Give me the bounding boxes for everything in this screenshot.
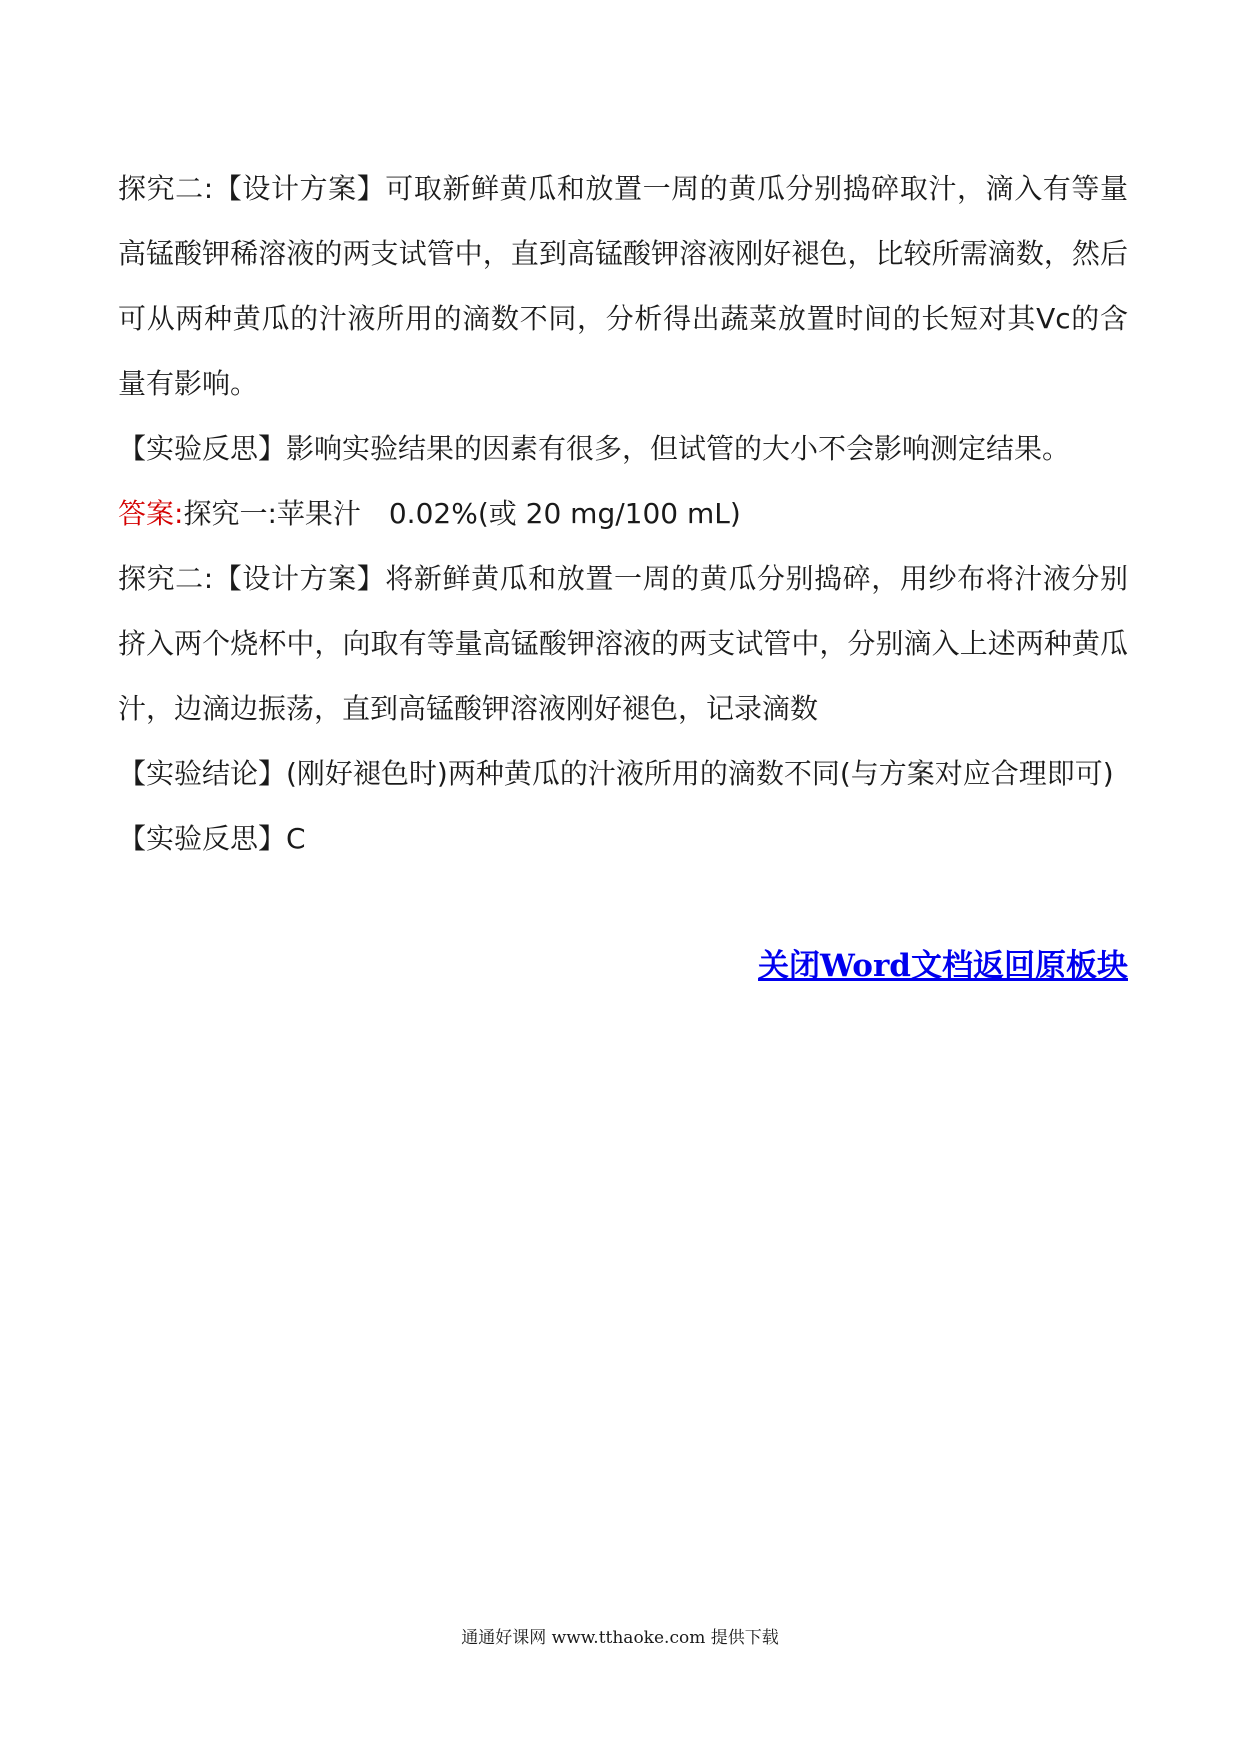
document-body	[118, 156, 1128, 871]
paragraph-reflection-question: 【实验反思】影响实验结果的因素有很多，但试管的大小不会影响测定结果。	[118, 432, 1071, 465]
return-link[interactable]: 关闭Word文档返回原板块	[758, 948, 1128, 984]
answer-conclusion: 【实验结论】(刚好褪色时)两种黄瓜的汁液所用的滴数不同(与方案对应合理即可)	[118, 757, 1114, 790]
paragraph-design-question: 探究二:【设计方案】可取新鲜黄瓜和放置一周的黄瓜分别捣碎取汁，滴入有等量高锰酸钾稀溶液的两支试管中，直到高锰酸钾溶液刚好褪色，比较所需滴数，然后可从两种黄瓜的汁液所用的滴数不同，分析得出蔬菜放置时间的长短对其Vc的含量有影响。	[118, 172, 1128, 400]
answer-design: 探究二:【设计方案】将新鲜黄瓜和放置一周的黄瓜分别捣碎，用纱布将汁液分别挤入两个烧杯中，向取有等量高锰酸钾溶液的两支试管中，分别滴入上述两种黄瓜汁，边滴边振荡，直到高锰酸钾溶液刚好褪色，记录滴数	[118, 562, 1128, 725]
answer-part-one: 探究一:苹果汁 0.02%(或 20 mg/100 mL)	[183, 497, 741, 530]
answer-label: 答案:	[118, 497, 184, 530]
answer-line	[118, 481, 1128, 546]
page-footer: 通通好课网 www.tthaoke.com 提供下载	[461, 1628, 779, 1648]
answer-reflection: 【实验反思】C	[118, 822, 306, 855]
